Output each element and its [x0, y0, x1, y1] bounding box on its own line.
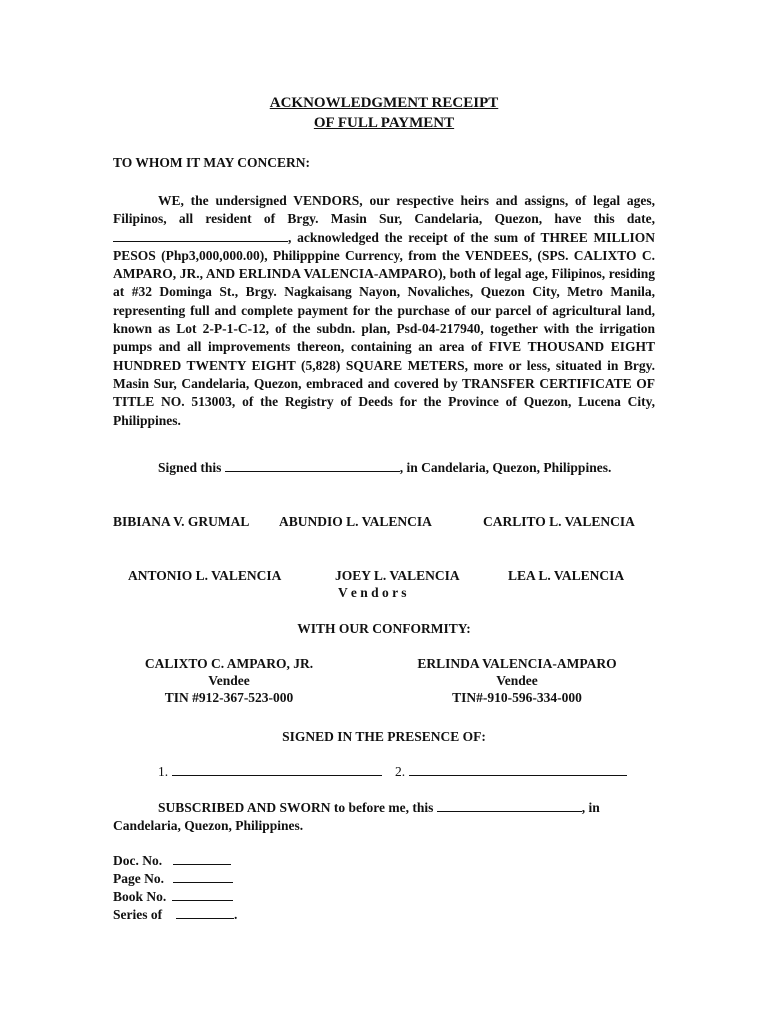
body-text-part-1: WE, the undersigned VENDORS, our respective heirs and assigns, of legal ages, Filipinos, all resident of Brgy. Masin Sur, Candelaria, Quezon, have this date, [113, 193, 655, 227]
witness-number: 1. [158, 764, 169, 779]
notarial-blank [172, 889, 233, 901]
vendee-name: CALIXTO C. AMPARO, JR. [144, 656, 314, 671]
vendor-name: JOEY L. VALENCIA [335, 568, 460, 583]
jurat-date-blank [437, 800, 582, 812]
conformity-heading: WITH OUR CONFORMITY: [297, 621, 471, 636]
vendee-name: ERLINDA VALENCIA-AMPARO [417, 656, 617, 671]
signed-date-blank [225, 460, 400, 472]
vendor-name: CARLITO L. VALENCIA [483, 514, 635, 529]
jurat-suffix: , in [581, 800, 600, 815]
notarial-blank [173, 871, 233, 883]
vendee-tin: TIN#-910-596-334-000 [452, 690, 582, 705]
signed-line [158, 460, 611, 476]
title-line-1: ACKNOWLEDGMENT RECEIPT [269, 95, 499, 111]
title-line-2: OF FULL PAYMENT [313, 115, 455, 131]
notarial-book-no [113, 889, 233, 905]
signed-line-prefix: Signed this [158, 460, 222, 475]
salutation: TO WHOM IT MAY CONCERN: [113, 155, 311, 170]
witness-line-1 [158, 764, 382, 780]
vendee-role: Vendee [496, 673, 538, 688]
witness-blank [409, 764, 627, 776]
witness-blank [172, 764, 382, 776]
notarial-blank [173, 853, 231, 865]
vendor-name: ANTONIO L. VALENCIA [128, 568, 282, 583]
notarial-series-of [113, 907, 237, 923]
notarial-doc-no [113, 853, 231, 869]
notarial-blank [176, 907, 234, 919]
vendor-name: ABUNDIO L. VALENCIA [279, 514, 432, 529]
notarial-label: Page No. [113, 871, 164, 886]
witness-heading: SIGNED IN THE PRESENCE OF: [282, 729, 486, 744]
jurat-prefix: SUBSCRIBED AND SWORN to before me, this [158, 800, 434, 815]
notarial-end: . [234, 907, 238, 922]
witness-line-2 [395, 764, 627, 780]
vendee-role: Vendee [208, 673, 250, 688]
notarial-label: Series of [113, 907, 163, 922]
date-blank [113, 230, 288, 242]
vendor-name: LEA L. VALENCIA [508, 568, 625, 583]
notarial-label: Book No. [113, 889, 167, 904]
jurat-line-1 [158, 800, 600, 816]
body-paragraph [113, 192, 655, 430]
vendor-name: BIBIANA V. GRUMAL [113, 514, 250, 529]
vendee-block-1 [113, 656, 345, 706]
notarial-label: Doc. No. [113, 853, 163, 868]
vendee-tin: TIN #912-367-523-000 [164, 690, 294, 705]
notarial-page-no [113, 871, 233, 887]
vendee-block-2 [400, 656, 634, 706]
body-text-part-2: , acknowledged the receipt of the sum of THREE MILLION PESOS (Php3,000,000.00), Philipppine Currency, from the VENDEES, (SPS. CALIXTO C. AMPARO, JR., AND ERLINDA VALENCIA-AMPARO), both of legal age, Filipinos, residing at #32 Dominga St., Brgy. Nagkaisang Nayon, Novaliches, Quezon City, Metro Manila, representing full and complete payment for the purchase of our parcel of agricultural land, known as Lot 2-P-1-C-12, of the subdn. plan, Psd-04-217940, together with the irrigation pumps and all improvements thereon, containing an area of FIVE THOUSAND EIGHT HUNDRED TWENTY EIGHT (5,828) SQUARE METERS, more or less, situated in Brgy. Masin Sur, Candelaria, Quezon, embraced and covered by TRANSFER CERTIFICATE OF TITLE NO. 513003, of the Registry of Deeds for the Province of Quezon, Lucena City, Philippines. [113, 229, 655, 428]
vendors-label: V e n d o r s [338, 585, 407, 600]
signed-line-suffix: , in Candelaria, Quezon, Philippines. [399, 460, 612, 475]
witness-number: 2. [395, 764, 406, 779]
jurat-line-2: Candelaria, Quezon, Philippines. [113, 818, 304, 833]
